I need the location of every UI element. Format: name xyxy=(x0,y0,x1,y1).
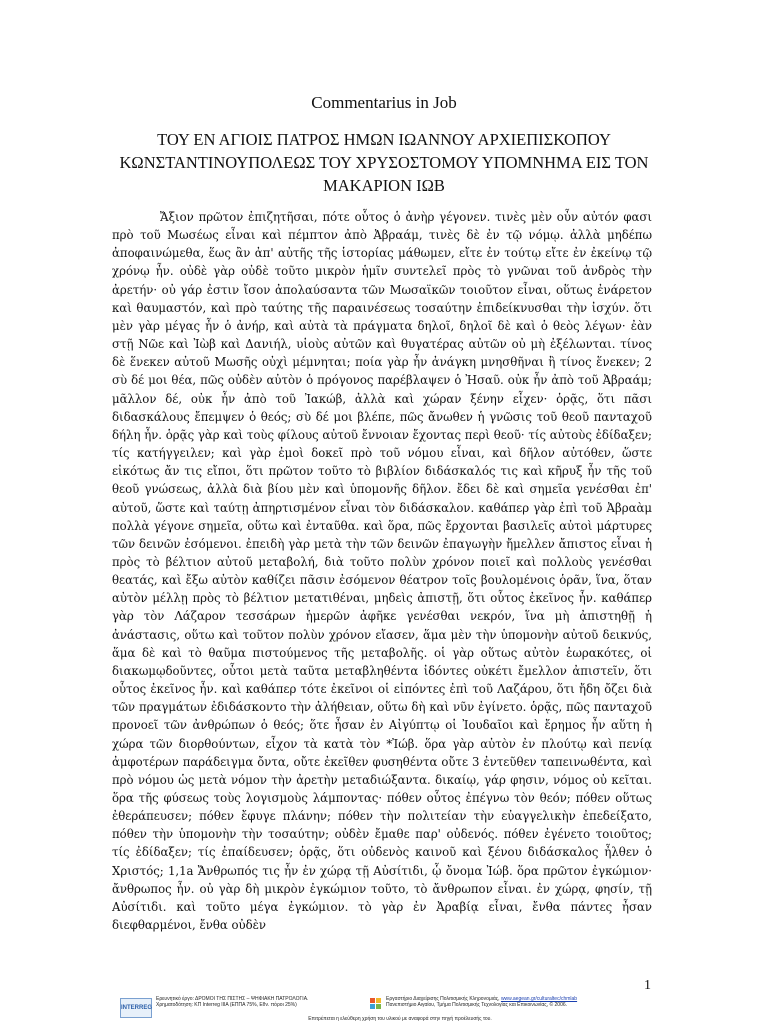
page-number: 1 xyxy=(644,978,651,993)
footer-funding-line: Χρηματοδότηση: ΚΠ Interreg IIIA (ΕΠΠΑ 75%, Εθν. πόροι 25%) xyxy=(156,1002,297,1009)
footer-university-line: Πανεπιστήμιο Αιγαίου, Τμήμα Πολιτισμικής Τεχνολογίας και Επικοινωνίας, © 2006. xyxy=(386,1002,568,1009)
footer-project-line: Ερευνητικό έργο: ΔΡΟΜΟΙ ΤΗΣ ΠΙΣΤΗΣ – ΨΗΦΙΑΚΗ ΠΑΤΡΟΛΟΓΙΑ. xyxy=(156,996,309,1002)
footer-left xyxy=(156,996,376,1008)
footer-lab-name: Εργαστήριο Διαχείρισης Πολιτισμικής Κληρονομιάς, xyxy=(386,996,500,1002)
interreg-logo: INTERREG xyxy=(120,998,152,1018)
footer-lab-link[interactable]: www.aegean.gr/culturaltec/chmlab xyxy=(500,996,578,1002)
footer-usage-note: Επιτρέπεται η ελεύθερη χρήση του υλικού με αναφορά στην πηγή προέλευσής του. xyxy=(308,1016,492,1022)
document-heading: ΤΟΥ ΕΝ ΑΓΙΟΙΣ ΠΑΤΡΟΣ ΗΜΩΝ ΙΩΑΝΝΟΥ ΑΡΧΙΕΠΙΣΚΟΠΟΥ ΚΩΝΣΤΑΝΤΙΝΟΥΠΟΛΕΩΣ ΤΟΥ ΧΡΥΣΟΣΤΟΜΟΥ ΥΠΟΜΝΗΜΑ ΕΙΣ ΤΟΝ ΜΑΚΑΡΙΟΝ ΙΩΒ xyxy=(119,130,649,195)
footer-right xyxy=(386,996,686,1008)
lab-logo-icon xyxy=(370,998,382,1010)
document-body: Ἄξιον πρῶτον ἐπιζητῆσαι, πότε οὗτος ὁ ἀνὴρ γέγονεν. τινὲς μὲν οὖν αὐτόν φασι πρὸ τοῦ Μωσέως εἶναι καὶ πέμπτον ἀπὸ Ἀβραάμ, τινὲς δὲ ἐν τῷ νόμῳ. ἀλλὰ μηδέπω ἀποφαινώμεθα, ἕως ἂν ἀπ' αὐτῆς τῆς ἱστορίας μάθωμεν, εἴτε ἐν τούτῳ εἴτε ἐν ἐκείνῳ τῷ χρόνῳ ἦν. οὐδὲ γὰρ οὐδὲ τοῦτο μικρὸν ἡμῖν συντελεῖ πρὸς τὸ γνῶναι τοῦ ἀνδρὸς τὴν ἀρετήν· οὐ γάρ ἐστιν ἴσον ἀπολαύσαντα τῶν Μωσαϊκῶν τοιοῦτον εἶναι, οὕτως ἐνάρετον καὶ θαυμαστόν, καὶ πρὸ ταύτης τῆς παραινέσεως τοσαύτην ἐπιδείκνυσθαι τὴν ἰσχύν. ὅτι μὲν γὰρ μέγας ἦν ὁ ἀνήρ, καὶ αὐτὰ τὰ πράγματα δηλοῖ, δηλοῖ δὲ καὶ ὁ θεὸς λέγων· ἐὰν στῇ Νῶε καὶ Ἰὼβ καὶ Δανιήλ, υἱοὺς αὐτῶν καὶ θυγατέρας αὐτῶν οὐ μὴ ἐξέλωνται. τίνος δὲ ἕνεκεν αὐτοῦ Μωσῆς οὐχὶ μέμνηται; ποία γὰρ ἦν ἀνάγκη μνησθῆναι ἢ τίνος ἕνεκεν; 2 σὺ δέ μοι θέα, πῶς οὐδὲν αὐτὸν ὁ πρόγονος παρέβλαψεν ὁ Ἠσαῦ. οὐκ ἦν ἀπὸ τοῦ Ἀβραάμ; μᾶλλον δέ, οὐκ ἦν ἀπὸ τοῦ Ἰακώβ, ἀλλὰ καὶ χώραν ξένην εἶχεν· ὁρᾷς, ὅτι πᾶσι διδασκάλους ἔπεμψεν ὁ θεός; σὺ δέ μοι βλέπε, πῶς ἄνωθεν ἡ γνῶσις τοῦ θεοῦ πανταχοῦ δήλη ἦν. ὁρᾷς γὰρ καὶ τοὺς φίλους αὐτοῦ ἔννοιαν ἔχοντας περὶ θεοῦ· τίς αὐτοὺς ἐδίδαξεν; τίς κατήγγειλεν; καὶ γὰρ ἐμοὶ δοκεῖ πρὸ τοῦ νόμου εἶναι, καὶ δῆλον αὐτόθεν, ὥστε εἰκότως ἄν τις εἴποι, ὅτι πρῶτον τοῦτο τὸ βιβλίον διδάσκαλός τις καὶ κῆρυξ ἦν τῆς τοῦ θεοῦ γνώσεως, ἀλλὰ διὰ βίου μὲν καὶ ὑπομονῆς δῆλον. ἔδει δὲ καὶ σημεῖα γενέσθαι ἐπ' αὐτοῦ, ὥστε καὶ ταύτῃ ἀπηρτισμένον εἶναι τὸν διδάσκαλον. καθάπερ γὰρ ἐπὶ τοῦ Ἀβραὰμ πολλὰ γέγονε σημεῖα, οὕτω καὶ ἐνταῦθα. καὶ ὅρα, πῶς ἔρχονται βασιλεῖς αὐτοὶ μάρτυρες τῶν δεινῶν ἐσόμενοι. ἐπειδὴ γὰρ μετὰ τὴν τῶν δεινῶν ἐπαγωγὴν ἤμελλεν ἄπιστος εἶναι ἡ πρὸς τὸ βέλτιον αὐτοῦ μεταβολή, διὰ τοῦτο πολὺν χρόνον ποιεῖ καὶ πολλοὺς γενέσθαι θεατάς, καὶ ἔξω αὐτὸν καθίζει πᾶσιν ἐσόμενον θέατρον τοῖς βουλομένοις ὁρᾶν, ἵνα, ὅταν αὐτὸν μέλλῃ πρὸς τὸ βέλτιον μετατιθέναι, μηδεὶς ἀπιστῇ, ὅτι οὗτος ἐκεῖνος ἦν. καθάπερ γὰρ τὸν Λάζαρον τεσσάρων ἡμερῶν ἀφῆκε γενέσθαι νεκρόν, ἵνα μὴ ἀπιστηθῇ ἡ ἀνάστασις, οὕτω καὶ τοῦτον πολὺν χρόνον εἴασεν, ἅμα μὲν τὴν ὑπομονὴν αὐτοῦ δεικνύς, ἅμα δὲ καὶ τὸ θαῦμα πιστούμενος τῆς μεταβολῆς. οἱ γὰρ οὕτως αὐτὸν ἑωρακότες, οἱ διακωμῳδοῦντες, οὗτοι μετὰ ταῦτα μεταβληθέντα ἰδόντες οὐκέτι ἔμελλον ἀπιστεῖν, ὅτι οὗτος ἐκεῖνος ἦν. καὶ καθάπερ τότε ἐκεῖνοι οἱ εἰπόντες ἐπὶ τοῦ Λαζάρου, ὅτι ἤδη ὄζει διὰ τῶν πραγμάτων ἐδιδάσκοντο τὴν ἀλήθειαν, οὕτω δὴ καὶ νῦν ἐγίνετο. ὁρᾷς, πῶς πανταχοῦ προνοεῖ τῶν ἀνθρώπων ὁ θεός; ὅτε ἦσαν ἐν Αἰγύπτῳ οἱ Ἰουδαῖοι καὶ ἔρημος ἦν αὕτη ἡ χώρα τῶν διορθούντων, εἶχον τὰ κατὰ τὸν *Ἰώβ. ὅρα γὰρ αὐτὸν ἐν πλούτῳ καὶ πενίᾳ ἀμφοτέρων παράδειγμα ὄντα, οὔτε ἐκεῖθεν φυσηθέντα οὔτε 3 ἐντεῦθεν ταπεινωθέντα, καὶ πρὸ νόμου ὡς μετὰ νόμον τὴν ἀρετὴν μεταδιώξαντα. δικαίῳ, γάρ φησιν, νόμος οὐ κεῖται. ὅρα τῆς φύσεως τοὺς λογισμοὺς λάμποντας· πόθεν οὗτος ἐπέγνω τὸν θεόν; πόθεν οὕτως ἐθεράπευσεν; πόθεν ἔφυγε πλάνην; πόθεν τὴν πολιτείαν τὴν εὐαγγελικὴν ἐπεδείξατο, πόθεν τὴν ὑπομονὴν τὴν τοσαύτην; οὐδὲν ἔμαθε παρ' οὐδενός. πόθεν ἐγένετο τοιοῦτος; τίς ἐδίδαξεν; τίς ἐπαίδευσεν; ὁρᾷς, ὅτι οὐδενὸς καινοῦ καὶ ξένου διδάσκαλος ἦλθεν ὁ Χριστός; 1,1a Ἄνθρωπός τις ἦν ἐν χώρᾳ τῇ Αὐσίτιδι, ᾧ ὄνομα Ἰώβ. ὅρα πρῶτον ἐγκώμιον· ἄνθρωπος ἦν. οὐ γὰρ δὴ μικρὸν ἐγκώμιον τοῦτο, τὸ ἄνθρωπον εἶναι. ἐν χώρᾳ, φησίν, τῇ Αὐσίτιδι. καὶ τοῦτο μέγα ἐγκώμιον. τὸ γὰρ ἐν Ἀραβίᾳ εἶναι, ἔνθα πάντες ἦσαν διεφθαρμένοι, ἔνθα οὐδὲν xyxy=(112,210,652,933)
footer xyxy=(120,996,680,1022)
document-title: Commentarius in Job xyxy=(311,93,457,112)
